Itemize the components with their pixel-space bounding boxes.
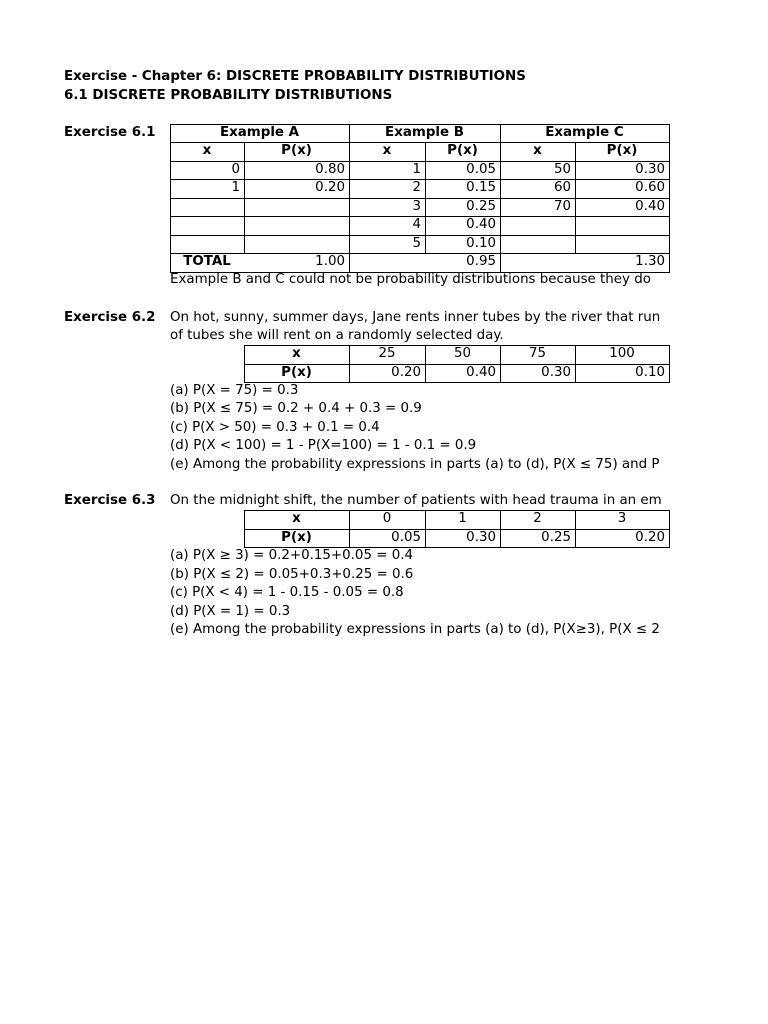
total-value: 1.30 (635, 254, 665, 269)
table-cell: 50 (553, 162, 571, 177)
answer-d: (d) P(X = 1) = 0.3 (170, 604, 291, 619)
x-value: 3 (617, 511, 627, 526)
p-value: 0.40 (466, 365, 496, 380)
exercise-6-2-label: Exercise 6.2 (64, 310, 156, 325)
answer-b: (b) P(X ≤ 75) = 0.2 + 0.4 + 0.3 = 0.9 (170, 401, 422, 416)
exercise-6-3-text-line1: On the midnight shift, the number of patients with head trauma in an em (170, 493, 662, 508)
x-value: 1 (458, 511, 467, 526)
total-value: 1.00 (315, 254, 345, 269)
table-cell: 0.25 (466, 199, 496, 214)
table-cell: 3 (412, 199, 421, 214)
document-title: Exercise - Chapter 6: DISCRETE PROBABILITY DISTRIBUTIONS (64, 69, 526, 84)
table-cell: 0.40 (635, 199, 665, 214)
section-title: 6.1 DISCRETE PROBABILITY DISTRIBUTIONS (64, 88, 393, 103)
p-value: 0.20 (391, 365, 421, 380)
exercise-6-1-label: Exercise 6.1 (64, 125, 156, 140)
table-cell: 1 (412, 162, 421, 177)
table-cell: 0.05 (466, 162, 496, 177)
answer-e: (e) Among the probability expressions in parts (a) to (d), P(X≥3), P(X ≤ 2 (170, 622, 660, 637)
table-cell: 0.20 (315, 180, 345, 195)
total-value: 0.95 (466, 254, 496, 269)
p-value: 0.20 (635, 530, 665, 545)
answer-d: (d) P(X < 100) = 1 - P(X=100) = 1 - 0.1 = 0.9 (170, 438, 477, 453)
col-header-x: x (202, 143, 212, 158)
header-example-b: Example B (385, 125, 464, 140)
col-header-px: P(x) (606, 143, 638, 158)
table-cell: 0.15 (466, 180, 496, 195)
header-example-c: Example C (545, 125, 624, 140)
x-value: 100 (609, 346, 635, 361)
table-cell: 0 (231, 162, 240, 177)
x-value: 50 (453, 346, 472, 361)
exercise-6-2-text-line2: of tubes she will rent on a randomly selected day. (170, 328, 504, 343)
col-header-px: P(x) (447, 143, 478, 158)
p-value: 0.25 (541, 530, 571, 545)
row-label-px: P(x) (281, 530, 312, 545)
table-cell: 0.60 (635, 180, 665, 195)
row-label-px: P(x) (281, 365, 312, 380)
table-cell: 70 (553, 199, 571, 214)
p-value: 0.10 (635, 365, 665, 380)
x-value: 0 (382, 511, 392, 526)
answer-b: (b) P(X ≤ 2) = 0.05+0.3+0.25 = 0.6 (170, 567, 414, 582)
answer-c: (c) P(X < 4) = 1 - 0.15 - 0.05 = 0.8 (170, 585, 404, 600)
answer-e: (e) Among the probability expressions in parts (a) to (d), P(X ≤ 75) and P (170, 457, 660, 472)
x-value: 2 (533, 511, 542, 526)
exercise-6-1-note: Example B and C could not be probability distributions because they do (170, 272, 651, 287)
exercise-6-3-label: Exercise 6.3 (64, 493, 156, 508)
p-value: 0.30 (541, 365, 571, 380)
col-header-x: x (382, 143, 392, 158)
table-cell: 0.40 (466, 217, 496, 232)
x-value: 25 (378, 346, 396, 361)
answer-c: (c) P(X > 50) = 0.3 + 0.1 = 0.4 (170, 420, 380, 435)
answer-a: (a) P(X ≥ 3) = 0.2+0.15+0.05 = 0.4 (170, 548, 413, 563)
table-cell: 0.80 (315, 162, 345, 177)
table-cell: 5 (412, 236, 421, 251)
table-cell: 1 (231, 180, 240, 195)
p-value: 0.30 (466, 530, 496, 545)
table-cell: 4 (412, 217, 421, 232)
x-value: 75 (528, 346, 547, 361)
table-cell: 60 (553, 180, 571, 195)
exercise-6-2-text-line1: On hot, sunny, summer days, Jane rents inner tubes by the river that run (170, 310, 661, 325)
table-cell: 0.30 (635, 162, 665, 177)
total-label: TOTAL (183, 254, 231, 269)
col-header-x: x (533, 143, 542, 158)
row-label-x: x (292, 511, 301, 526)
answer-a: (a) P(X = 75) = 0.3 (170, 383, 299, 398)
row-label-x: x (292, 346, 301, 361)
table-cell: 0.10 (466, 236, 496, 251)
p-value: 0.05 (391, 530, 421, 545)
table-cell: 2 (412, 180, 421, 195)
header-example-a: Example A (219, 125, 300, 140)
col-header-px: P(x) (281, 143, 312, 158)
